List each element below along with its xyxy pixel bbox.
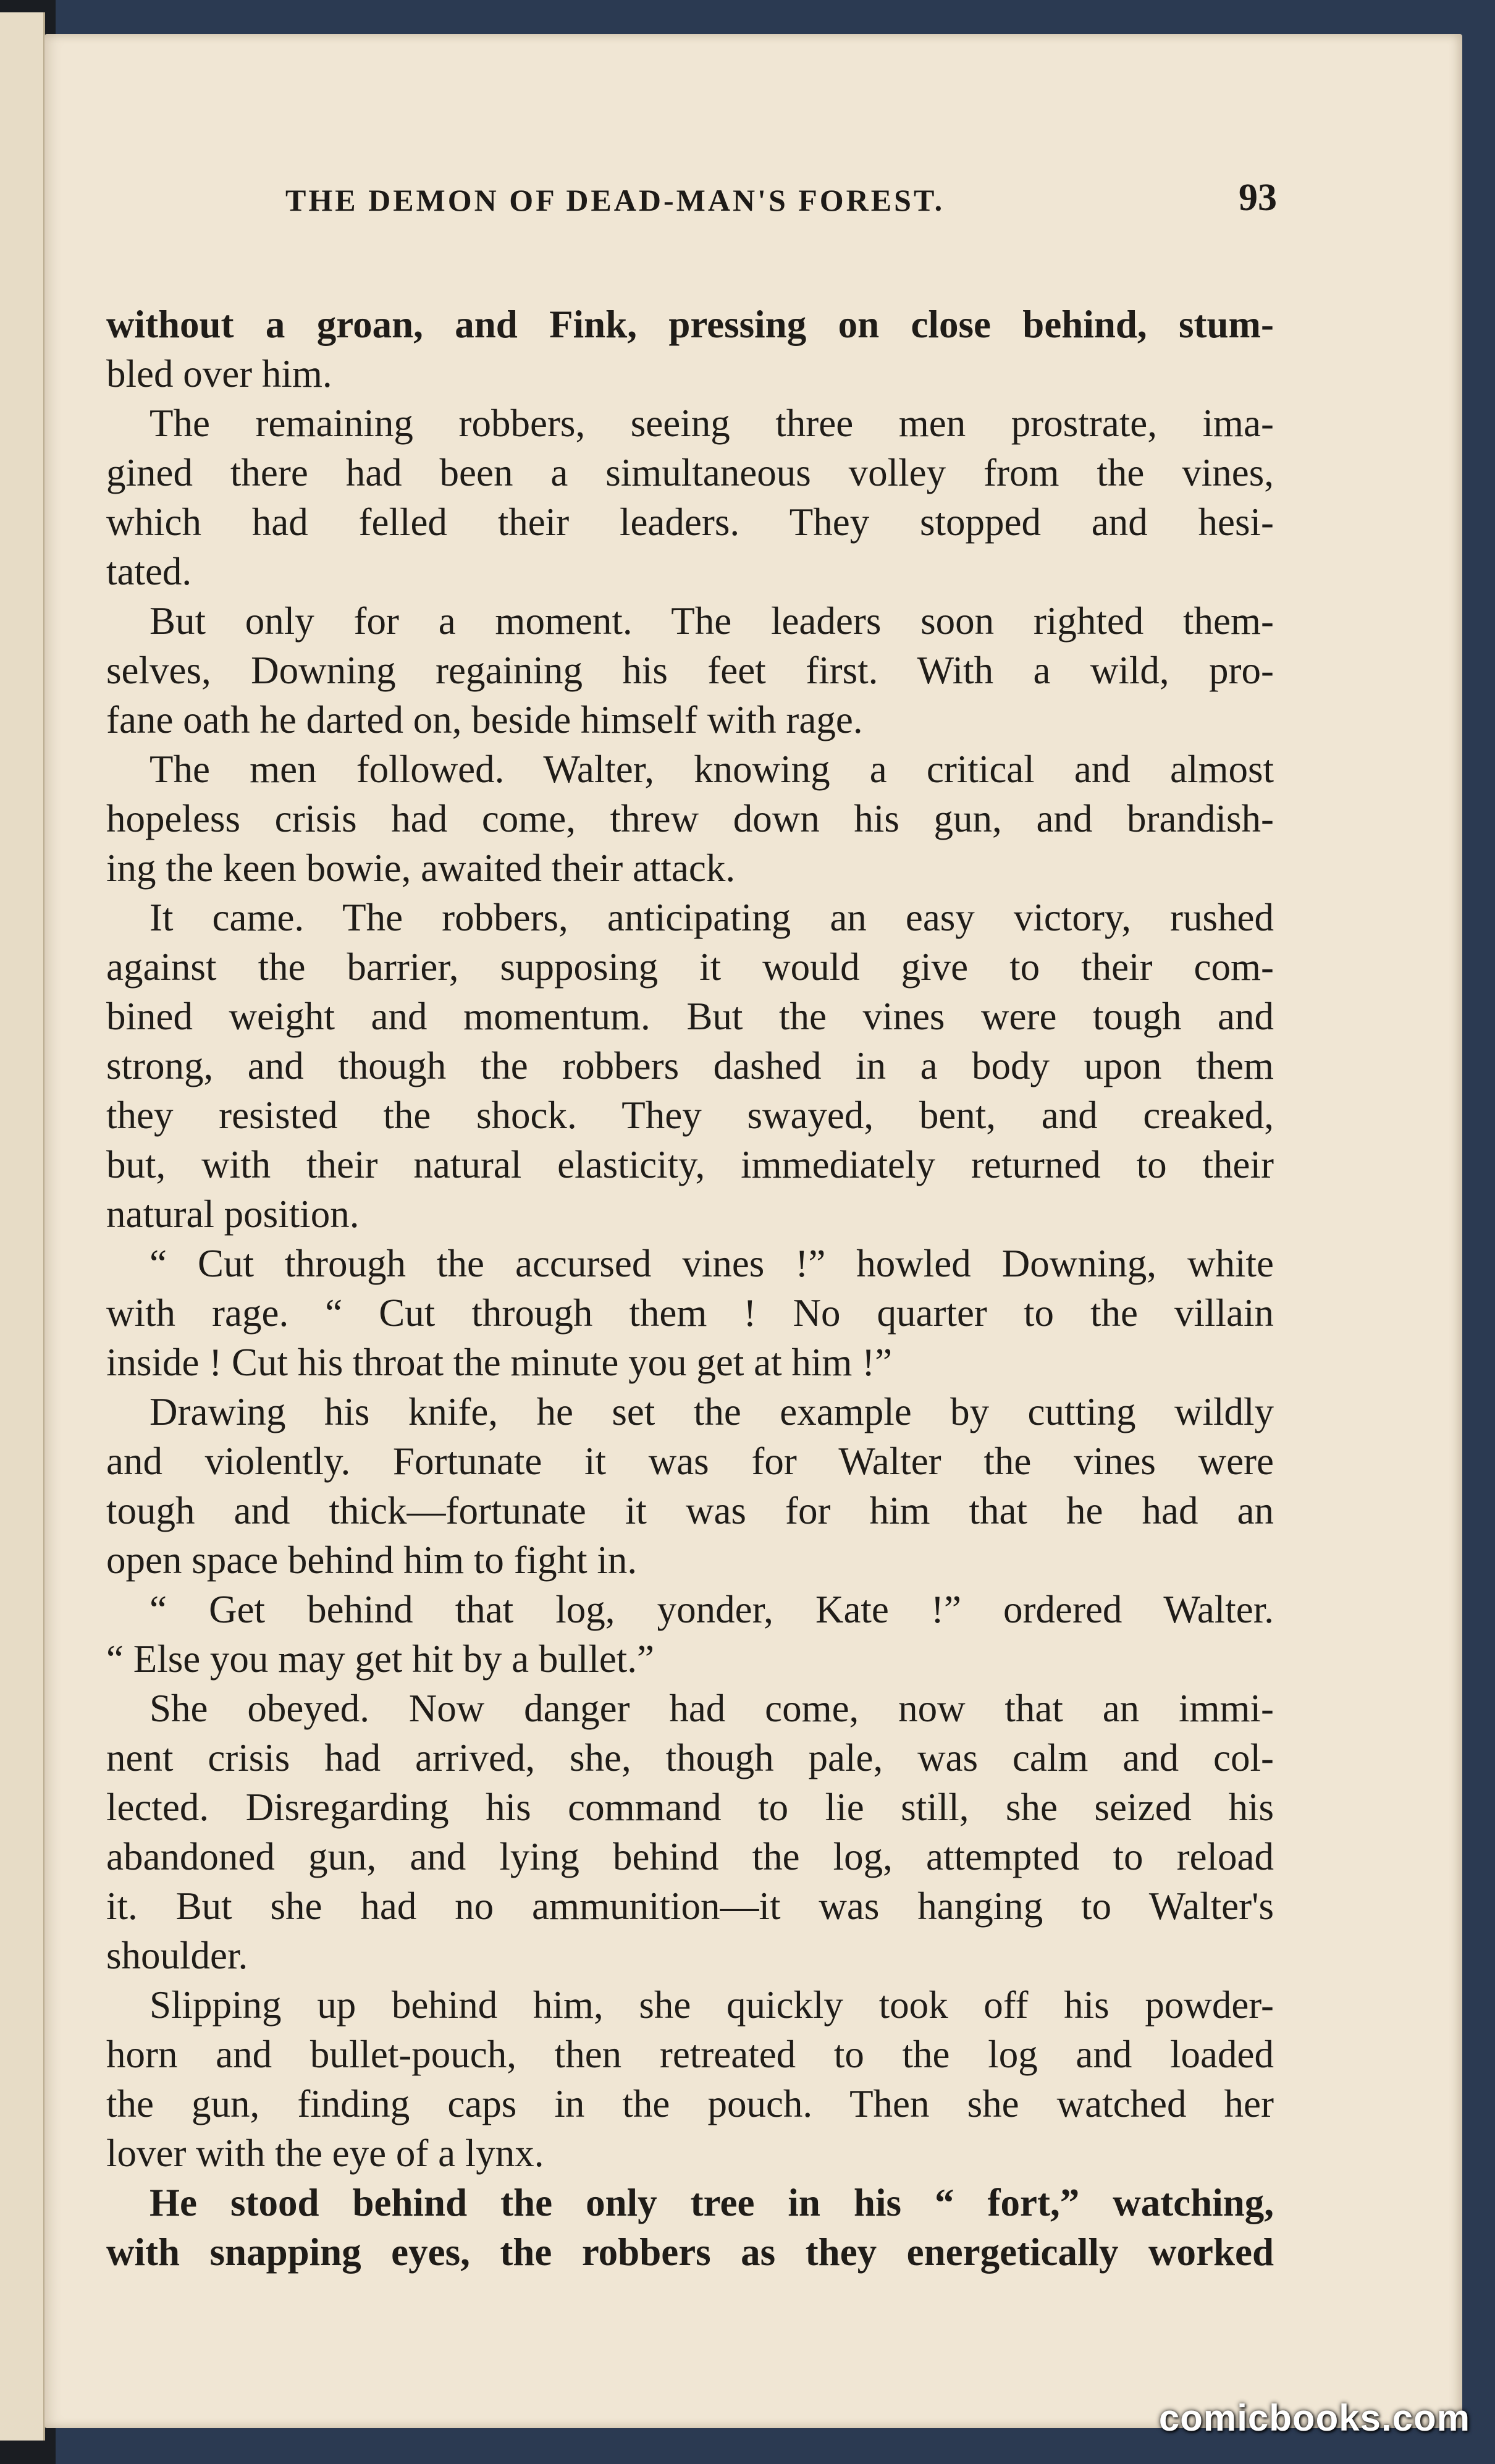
- text-line: they resisted the shock. They swayed, bent, and creaked,: [106, 1094, 1274, 1137]
- text-line: tough and thick—fortunate it was for him that he had an: [106, 1489, 1274, 1532]
- text-line: “ Get behind that log, yonder, Kate !” ordered Walter.: [150, 1588, 1274, 1631]
- text-line: bled over him.: [106, 352, 332, 395]
- running-title: THE DEMON OF DEAD-MAN'S FOREST.: [285, 183, 945, 217]
- text-line: horn and bullet-pouch, then retreated to the log and loaded: [106, 2033, 1274, 2076]
- text-line: Drawing his knife, he set the example by cutting wildly: [150, 1390, 1274, 1433]
- watermark: comicbooks.com: [1158, 2397, 1470, 2439]
- running-header: [44, 176, 1462, 232]
- text-line: But only for a moment. The leaders soon righted them-: [150, 599, 1274, 643]
- text-line: against the barrier, supposing it would give to their com-: [106, 945, 1274, 989]
- text-line: lected. Disregarding his command to lie still, she seized his: [106, 1786, 1274, 1829]
- text-line: bined weight and momentum. But the vines were tough and: [106, 995, 1274, 1038]
- text-line: without a groan, and Fink, pressing on close behind, stum-: [106, 303, 1274, 346]
- text-line: and violently. Fortunate it was for Walter the vines were: [106, 1440, 1274, 1483]
- page-number: 93: [1239, 177, 1277, 219]
- text-line: She obeyed. Now danger had come, now that an immi-: [150, 1687, 1274, 1730]
- text-line: shoulder.: [106, 1934, 248, 1977]
- text-line: the gun, finding caps in the pouch. Then she watched her: [106, 2082, 1274, 2125]
- text-line: He stood behind the only tree in his “ fort,” watching,: [150, 2181, 1274, 2224]
- text-line: strong, and though the robbers dashed in a body upon them: [106, 1044, 1274, 1087]
- text-line: Slipping up behind him, she quickly took off his powder-: [150, 1983, 1274, 2027]
- text-line: with rage. “ Cut through them ! No quarter to the villain: [106, 1291, 1274, 1335]
- text-line: natural position.: [106, 1192, 360, 1236]
- text-line: but, with their natural elasticity, immediately returned to their: [106, 1143, 1274, 1186]
- body-text: [106, 300, 1274, 2277]
- text-line: lover with the eye of a lynx.: [106, 2132, 544, 2175]
- text-line: abandoned gun, and lying behind the log, attempted to reload: [106, 1835, 1274, 1878]
- text-line: open space behind him to fight in.: [106, 1538, 638, 1582]
- text-line: with snapping eyes, the robbers as they energetically worked: [106, 2230, 1274, 2274]
- text-line: nent crisis had arrived, she, though pale, was calm and col-: [106, 1736, 1274, 1779]
- text-line: which had felled their leaders. They stopped and hesi-: [106, 500, 1274, 544]
- text-line: inside ! Cut his throat the minute you get at him !”: [106, 1341, 893, 1384]
- text-line: gined there had been a simultaneous volley from the vines,: [106, 451, 1274, 494]
- text-line: ing the keen bowie, awaited their attack.: [106, 846, 736, 890]
- text-line: It came. The robbers, anticipating an easy victory, rushed: [150, 896, 1274, 939]
- text-line: hopeless crisis had come, threw down his gun, and brandish-: [106, 797, 1274, 840]
- text-line: tated.: [106, 550, 192, 593]
- book-page: [44, 34, 1462, 2428]
- text-line: it. But she had no ammunition—it was hanging to Walter's: [106, 1884, 1274, 1928]
- text-line: fane oath he darted on, beside himself with rage.: [106, 698, 863, 741]
- text-line: The men followed. Walter, knowing a critical and almost: [150, 748, 1274, 791]
- text-line: selves, Downing regaining his feet first. With a wild, pro-: [106, 649, 1274, 692]
- previous-page-edge: [0, 12, 45, 2441]
- text-line: The remaining robbers, seeing three men prostrate, ima-: [150, 402, 1274, 445]
- text-line: “ Else you may get hit by a bullet.”: [106, 1637, 655, 1681]
- text-line: “ Cut through the accursed vines !” howled Downing, white: [150, 1242, 1274, 1285]
